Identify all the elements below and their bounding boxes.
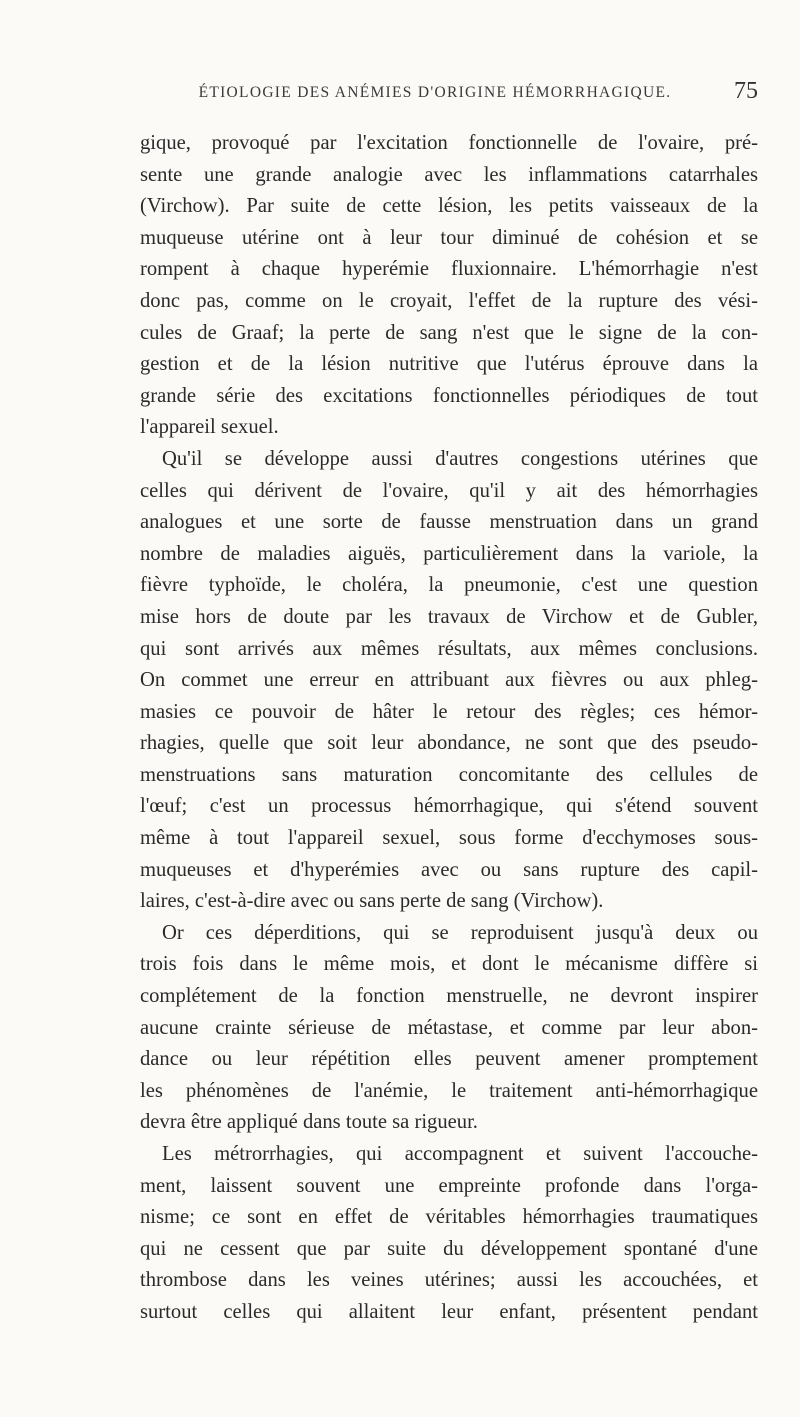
- text-line: trois fois dans le même mois, et dont le mécanisme diffère si: [140, 953, 758, 976]
- text-line: rompent à chaque hyperémie fluxionnaire. L'hémorrhagie n'est: [140, 258, 758, 281]
- text-line: Les métrorrhagies, qui accompagnent et suivent l'accouche-: [162, 1143, 758, 1165]
- text-line: devra être appliqué dans toute sa rigueur.: [140, 1111, 478, 1134]
- text-line: l'œuf; c'est un processus hémorrhagique, qui s'étend souvent: [140, 795, 758, 818]
- text-line: surtout celles qui allaitent leur enfant, présentent pendant: [140, 1300, 758, 1323]
- text-line: fièvre typhoïde, le choléra, la pneumonie, c'est une question: [140, 574, 758, 597]
- text-line: laires, c'est-à-dire avec ou sans perte de sang (Virchow).: [140, 890, 604, 913]
- text-line: aucune crainte sérieuse de métastase, et comme par leur abon-: [140, 1016, 758, 1039]
- text-line: l'appareil sexuel.: [140, 416, 279, 439]
- text-line: qui sont arrivés aux mêmes résultats, aux mêmes conclusions.: [140, 637, 758, 660]
- text-line: donc pas, comme on le croyait, l'effet de la rupture des vési-: [140, 289, 758, 312]
- text-line: cules de Graaf; la perte de sang n'est que le signe de la con-: [140, 321, 758, 344]
- running-head: [150, 78, 758, 112]
- text-line: mise hors de doute par les travaux de Virchow et de Gubler,: [140, 605, 758, 628]
- text-line: même à tout l'appareil sexuel, sous forme d'ecchymoses sous-: [140, 827, 758, 850]
- text-line: nisme; ce sont en effet de véritables hémorrhagies traumatiques: [140, 1206, 758, 1229]
- text-line: thrombose dans les veines utérines; aussi les accouchées, et: [140, 1269, 758, 1292]
- text-line: Qu'il se développe aussi d'autres congestions utérines que: [162, 447, 758, 470]
- body-text: [140, 128, 758, 1329]
- text-line: Or ces déperditions, qui se reproduisent jusqu'à deux ou: [162, 921, 758, 944]
- text-line: les phénomènes de l'anémie, le traitement anti-hémorrhagique: [140, 1079, 758, 1102]
- text-line: qui ne cessent que par suite du développement spontané d'une: [140, 1237, 758, 1260]
- text-line: complétement de la fonction menstruelle, ne devront inspirer: [140, 985, 758, 1008]
- running-title: ÉTIOLOGIE DES ANÉMIES D'ORIGINE HÉMORRHAGIQUE.: [198, 84, 672, 101]
- text-line: nombre de maladies aiguës, particulièrement dans la variole, la: [140, 542, 758, 565]
- text-line: gestion et de la lésion nutritive que l'utérus éprouve dans la: [140, 353, 758, 376]
- text-line: dance ou leur répétition elles peuvent amener promptement: [140, 1048, 758, 1071]
- text-line: muqueuse utérine ont à leur tour diminué de cohésion et se: [140, 226, 758, 249]
- text-line: celles qui dérivent de l'ovaire, qu'il y ait des hémorrhagies: [140, 479, 758, 502]
- text-line: On commet une erreur en attribuant aux fièvres ou aux phleg-: [140, 669, 758, 692]
- text-line: masies ce pouvoir de hâter le retour des règles; ces hémor-: [140, 700, 758, 723]
- text-line: menstruations sans maturation concomitante des cellules de: [140, 763, 758, 786]
- text-line: ment, laissent souvent une empreinte profonde dans l'orga-: [140, 1174, 758, 1197]
- page-number: 75: [734, 78, 758, 104]
- text-line: gique, provoqué par l'excitation fonctionnelle de l'ovaire, pré-: [140, 132, 758, 154]
- text-line: analogues et une sorte de fausse menstruation dans un grand: [140, 511, 758, 534]
- text-line: muqueuses et d'hyperémies avec ou sans rupture des capil-: [140, 858, 758, 881]
- text-line: grande série des excitations fonctionnelles périodiques de tout: [140, 384, 758, 407]
- text-line: (Virchow). Par suite de cette lésion, les petits vaisseaux de la: [140, 195, 758, 218]
- text-line: rhagies, quelle que soit leur abondance, ne sont que des pseudo-: [140, 732, 758, 755]
- text-line: sente une grande analogie avec les inflammations catarrhales: [140, 163, 758, 186]
